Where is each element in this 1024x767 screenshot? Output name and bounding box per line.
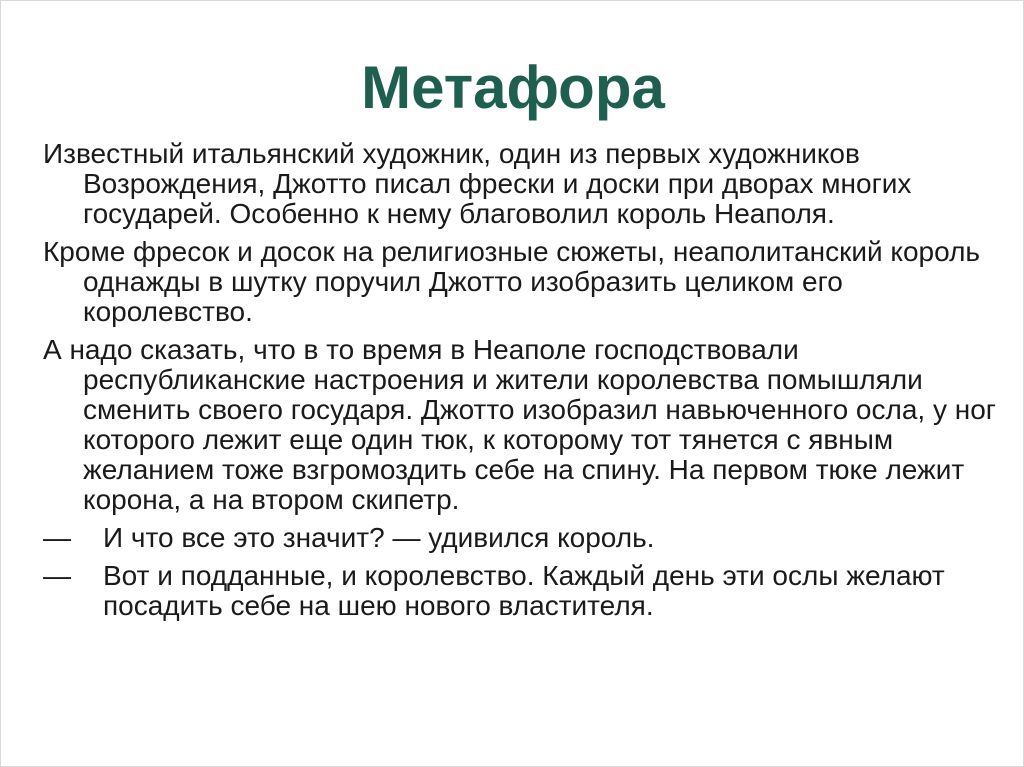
dialog-line-1 [43,523,1003,553]
paragraph-3: А надо сказать, что в то время в Неаполе господствовали республиканские настроения и жители королевства помышляли сменить своего государя. Джотто изобразил навьюченного осла, у ног которого лежит еще один тюк, к которому тот тянется с явным желанием тоже взгромоздить себе на спину. На первом тюке лежит корона, а на втором скипетр. [43,334,996,515]
paragraph-1: Известный итальянский художник, один из первых художников Возрождения, Джотто писал фрески и доски при дворах многих государей. Особенно к нему благоволил король Неаполя. [43,138,912,229]
dialog-dash: — [43,560,71,591]
slide-body [43,139,1003,629]
dialog-dash: — [43,522,71,553]
paragraph-2: Кроме фресок и досок на религиозные сюжеты, неаполитанский король однажды в шутку поручил Джотто изобразить целиком его королевство. [43,236,981,327]
dialog-text: Вот и подданные, и королевство. Каждый день эти ослы желают посадить себе на шею нового властителя. [103,560,945,621]
dialog-text: И что все это значит? — удивился король. [103,522,655,553]
dialog-line-2 [43,561,1003,621]
slide-title: Метафора [361,54,665,121]
